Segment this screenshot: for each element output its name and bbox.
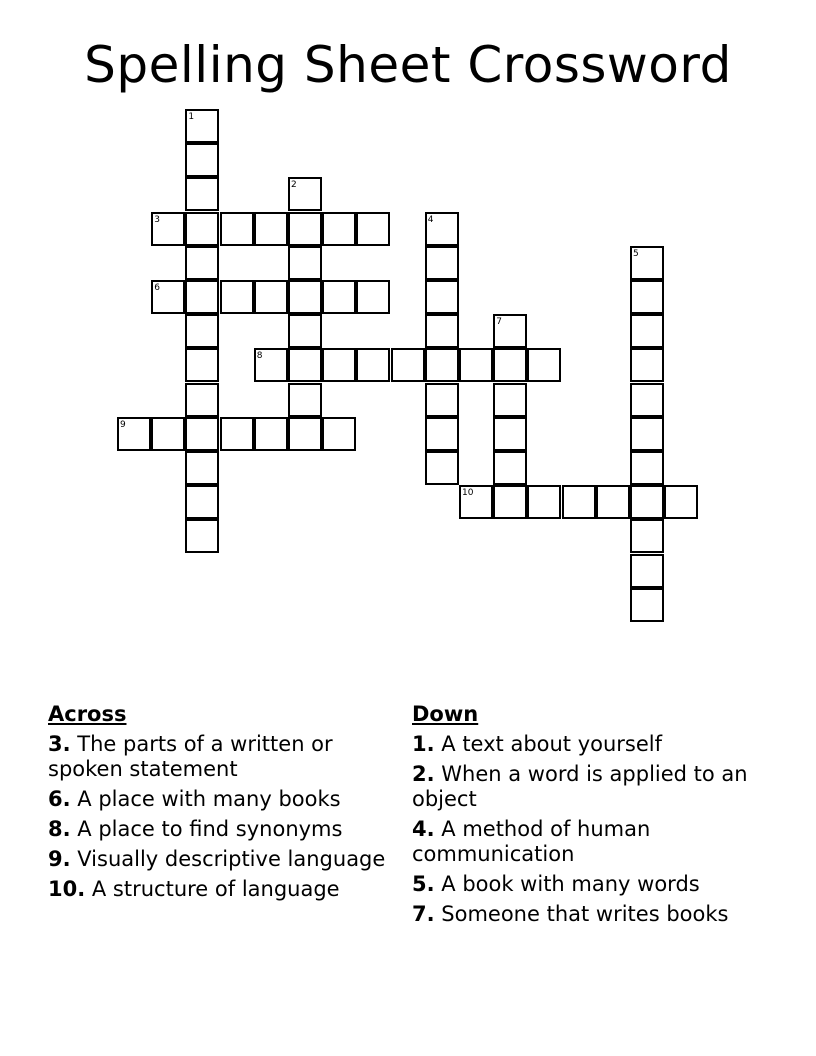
grid-cell[interactable]	[630, 588, 664, 622]
across-clue-number: 6.	[48, 787, 71, 811]
grid-cell[interactable]	[220, 417, 254, 451]
across-clue-text: Visually descriptive language	[77, 847, 386, 871]
clue-number-label: 5	[633, 248, 639, 259]
down-clue	[412, 762, 752, 812]
down-clue-number: 5.	[412, 872, 435, 896]
down-heading: Down	[412, 702, 479, 726]
grid-cell[interactable]	[630, 417, 664, 451]
down-clue	[412, 902, 752, 927]
grid-cell[interactable]	[288, 246, 322, 280]
grid-cell[interactable]	[425, 348, 459, 382]
grid-cell[interactable]	[220, 280, 254, 314]
grid-cell[interactable]	[185, 246, 219, 280]
grid-cell[interactable]	[630, 280, 664, 314]
down-clue-number: 4.	[412, 817, 435, 841]
across-clue	[48, 877, 388, 902]
down-clue-text: Someone that writes books	[441, 902, 729, 926]
grid-cell[interactable]	[185, 143, 219, 177]
grid-cell[interactable]	[391, 348, 425, 382]
down-clue-text: A book with many words	[441, 872, 700, 896]
down-clue-number: 2.	[412, 762, 435, 786]
grid-cell[interactable]	[630, 451, 664, 485]
across-clue-number: 10.	[48, 877, 86, 901]
grid-cell[interactable]	[185, 212, 219, 246]
clue-number-label: 2	[291, 180, 297, 191]
across-clues	[48, 702, 388, 907]
grid-cell[interactable]	[596, 485, 630, 519]
down-clue-text: A text about yourself	[441, 732, 663, 756]
grid-cell[interactable]	[185, 485, 219, 519]
grid-cell[interactable]	[664, 485, 698, 519]
across-clue	[48, 847, 388, 872]
grid-cell[interactable]	[254, 417, 288, 451]
grid-cell[interactable]	[151, 417, 185, 451]
down-clue-number: 1.	[412, 732, 435, 756]
down-clue-text: A method of human communication	[412, 817, 651, 866]
clue-number-label: 8	[256, 351, 263, 362]
grid-cell[interactable]	[493, 348, 527, 382]
down-clue	[412, 872, 752, 897]
grid-cell[interactable]	[493, 485, 527, 519]
clue-number-label: 7	[496, 317, 502, 328]
grid-cell[interactable]	[459, 348, 493, 382]
grid-cell[interactable]	[356, 212, 390, 246]
down-clue-number: 7.	[412, 902, 435, 926]
down-clue	[412, 817, 752, 867]
across-clue-number: 8.	[48, 817, 71, 841]
grid-cell[interactable]	[630, 348, 664, 382]
grid-cell[interactable]	[185, 348, 219, 382]
grid-cell[interactable]	[425, 451, 459, 485]
clue-number-label: 10	[462, 488, 474, 499]
grid-cell[interactable]	[220, 212, 254, 246]
page-title: Spelling Sheet Crossword	[84, 36, 732, 94]
grid-cell[interactable]	[493, 451, 527, 485]
grid-cell[interactable]	[493, 417, 527, 451]
grid-cell[interactable]	[288, 314, 322, 348]
clue-number-label: 6	[154, 283, 160, 293]
across-clue	[48, 817, 388, 842]
grid-cell[interactable]	[254, 280, 288, 314]
grid-cell[interactable]	[322, 280, 356, 314]
grid-cell[interactable]	[630, 554, 664, 588]
grid-cell[interactable]	[288, 383, 322, 417]
grid-cell[interactable]	[527, 348, 561, 382]
grid-cell[interactable]	[527, 485, 561, 519]
across-clue-text: A place with many books	[77, 787, 341, 811]
across-clue-number: 9.	[48, 847, 71, 871]
across-clue	[48, 787, 388, 812]
down-clue	[412, 732, 752, 757]
clue-number-label: 4	[427, 214, 434, 225]
grid-cell[interactable]	[630, 383, 664, 417]
grid-cell[interactable]	[288, 280, 322, 314]
grid-cell[interactable]	[322, 417, 356, 451]
grid-cell[interactable]	[425, 246, 459, 280]
grid-cell[interactable]	[322, 212, 356, 246]
grid-cell[interactable]	[288, 212, 322, 246]
grid-cell[interactable]	[425, 280, 459, 314]
grid-cell[interactable]	[185, 177, 219, 211]
across-clue-text: A structure of language	[91, 877, 340, 901]
down-clue-text: When a word is applied to an object	[412, 762, 748, 811]
grid-cell[interactable]	[630, 485, 664, 519]
clue-number-label: 3	[154, 214, 160, 225]
grid-cell[interactable]	[288, 348, 322, 382]
across-clue-text: A place to find synonyms	[77, 817, 343, 841]
grid-cell[interactable]	[185, 451, 219, 485]
grid-cell[interactable]	[356, 348, 390, 382]
clue-number-label: 9	[120, 419, 126, 430]
grid-cell[interactable]	[288, 417, 322, 451]
grid-cell[interactable]	[185, 314, 219, 348]
across-clue-text: The parts of a written or spoken statement	[48, 732, 333, 781]
grid-cell[interactable]	[356, 280, 390, 314]
grid-cell[interactable]	[185, 383, 219, 417]
grid-cell[interactable]	[254, 212, 288, 246]
clue-number-label: 1	[188, 112, 195, 122]
grid-cell[interactable]	[562, 485, 596, 519]
grid-cell[interactable]	[185, 280, 219, 314]
grid-cell[interactable]	[185, 417, 219, 451]
grid-cell[interactable]	[185, 519, 219, 553]
grid-cell[interactable]	[425, 314, 459, 348]
grid-cell[interactable]	[425, 417, 459, 451]
grid-cell[interactable]	[425, 383, 459, 417]
grid-cell[interactable]	[630, 314, 664, 348]
across-heading: Across	[48, 702, 127, 726]
across-clue	[48, 732, 388, 782]
grid-cell[interactable]	[493, 383, 527, 417]
across-clue-number: 3.	[48, 732, 71, 756]
down-clues	[412, 702, 752, 932]
grid-cell[interactable]	[322, 348, 356, 382]
grid-cell[interactable]	[630, 519, 664, 553]
